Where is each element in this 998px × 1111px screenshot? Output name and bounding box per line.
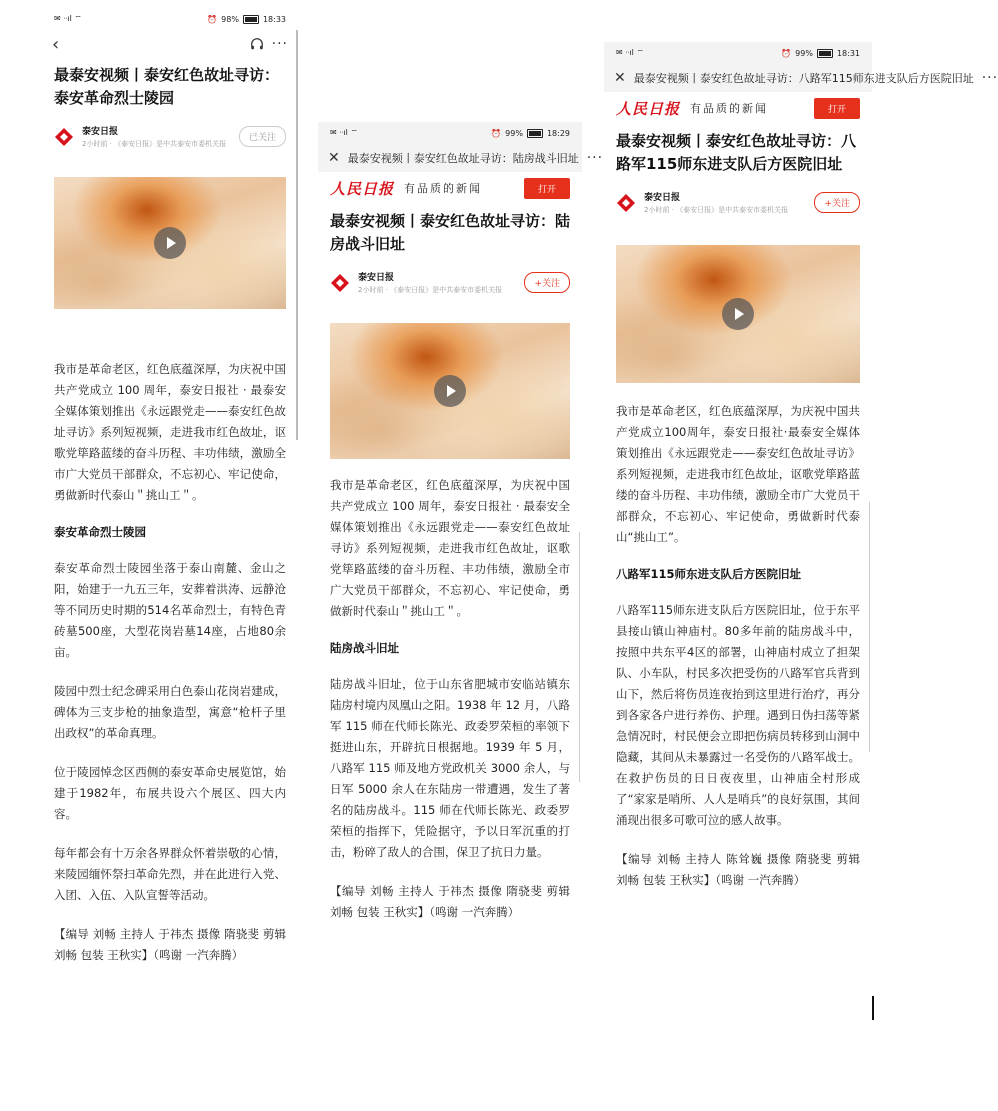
credits: 【编导 刘畅 主持人 于祎杰 摄像 隋骁斐 剪辑 刘畅 包装 王秋实】（鸣谢 一汽奔腾） <box>54 927 286 962</box>
paragraph-3: 位于陵园悼念区西侧的泰安革命史展览馆，始建于1982年，布展共设六个展区、四大内容。 <box>54 765 286 821</box>
play-icon[interactable] <box>722 298 754 330</box>
play-icon[interactable] <box>154 227 186 259</box>
section-heading: 陆房战斗旧址 <box>330 641 399 655</box>
brand-bar <box>604 92 872 124</box>
status-right <box>491 129 570 138</box>
intro-paragraph: 我市是革命老区，红色底蕴深厚，为庆祝中国共产党成立100周年，泰安日报社·最泰安全媒体策划推出《永远跟党走——泰安红色故址寻访》系列短视频，走进我市红色故址，讴歌党筚路蓝缕的奋斗历程、丰功伟绩，激励全市广大党员干部群众，不忘初心、牢记使命，勇做新时代泰山“挑山工”。 <box>616 404 860 544</box>
paragraph-4: 每年都会有十万余各界群众怀着崇敬的心情，来陵园缅怀祭扫革命先烈，并在此进行入党、入团、入伍、入队宣誓等活动。 <box>54 846 286 902</box>
battery-percent: 99% <box>795 48 813 58</box>
status-right <box>781 49 860 58</box>
open-app-button[interactable]: 打开 <box>814 98 860 119</box>
open-app-button[interactable]: 打开 <box>524 178 570 199</box>
video-player[interactable] <box>616 245 860 383</box>
article-title: 最泰安视频丨泰安红色故址寻访：泰安革命烈士陵园 <box>54 66 280 107</box>
brand-slogan: 有品质的新闻 <box>404 182 483 195</box>
source-row <box>616 190 860 215</box>
status-time: 18:33 <box>262 14 286 24</box>
battery-icon <box>527 129 543 138</box>
brand-slogan: 有品质的新闻 <box>690 102 769 115</box>
alarm-icon: ⏰ <box>207 14 218 24</box>
screenshot-2 <box>318 122 604 1042</box>
paragraph-2: 陵园中烈士纪念碑采用白色泰山花岗岩建成，碑体为三支步枪的抽象造型，寓意“枪杆子里出政权”的革命真理。 <box>54 684 286 740</box>
play-icon[interactable] <box>434 375 466 407</box>
status-time: 18:29 <box>546 128 570 138</box>
source-logo-icon[interactable] <box>616 193 636 213</box>
alarm-icon: ⏰ <box>781 48 792 58</box>
source-logo-icon[interactable] <box>54 127 74 147</box>
status-bar <box>42 8 298 30</box>
source-logo-icon[interactable] <box>330 273 350 293</box>
scrollbar[interactable] <box>296 30 298 440</box>
more-icon[interactable]: ··· <box>271 36 288 52</box>
screenshot-3 <box>604 42 998 1042</box>
source-meta: 2小时前 · 《泰安日报》是中共泰安市委机关报 <box>358 286 503 294</box>
navigation-bar <box>604 64 998 92</box>
signal-indicators: ✉ ᐧᐧıl ⌔ <box>616 48 644 57</box>
source-row <box>54 124 286 149</box>
brand-bar <box>318 172 582 204</box>
section-heading: 八路军115师东进支队后方医院旧址 <box>616 567 802 581</box>
nav-title: 最泰安视频丨泰安红色故址寻访：陆房战斗旧址 <box>347 152 579 165</box>
battery-percent: 98% <box>221 14 239 24</box>
section-heading: 泰安革命烈士陵园 <box>54 525 146 539</box>
source-name[interactable]: 泰安日报 <box>82 127 119 137</box>
close-icon[interactable]: ✕ <box>614 70 626 86</box>
brand-logo: 人民日报 <box>616 99 681 118</box>
battery-icon <box>817 49 833 58</box>
article-title: 最泰安视频丨泰安红色故址寻访：陆房战斗旧址 <box>330 212 571 253</box>
follow-button[interactable]: +关注 <box>524 272 570 293</box>
intro-paragraph: 我市是革命老区，红色底蕴深厚，为庆祝中国共产党成立 100 周年，泰安日报社 · 最泰安全媒体策划推出《永远跟党走——泰安红色故址寻访》系列短视频，走进我市红色故址，讴歌党筚路蓝缕的奋斗历程、丰功伟绩，激励全市广大党员干部群众，不忘初心、牢记使命，勇做新时代泰山＂挑山工＂。 <box>54 362 286 502</box>
paragraph-1: 八路军115师东进支队后方医院旧址，位于东平县接山镇山神庙村。80多年前的陆房战斗中，按照中共东平4区的部署，山神庙村成立了担架队、小车队，村民多次把受伤的八路军官兵背到山下，然后将伤员连夜抬到这里进行治疗，再分到各家各户进行养伤、护理。遇到日伪扫荡等紧急情况时，村民便会立即把伤病员转移到山洞中隐藏，其间从未暴露过一名受伤的八路军战士。在救护伤员的日日夜夜里，山神庙全村形成了“家家是哨所、人人是哨兵”的良好氛围，其间涌现出很多可歌可泣的感人故事。 <box>616 603 860 827</box>
status-right <box>207 15 286 24</box>
back-icon[interactable]: ‹ <box>52 33 60 55</box>
credits: 【编导 刘畅 主持人 于祎杰 摄像 隋骁斐 剪辑 刘畅 包装 王秋实】（鸣谢 一汽奔腾） <box>330 884 570 919</box>
navigation-bar <box>318 144 604 172</box>
signal-indicators: ✉ ᐧᐧıl ⌔ <box>330 128 358 137</box>
status-bar <box>604 42 872 64</box>
paragraph-1: 泰安革命烈士陵园坐落于泰山南麓、金山之阳，始建于一九五三年，安葬着洪涛、远静沧等不同历史时期的514名革命烈士，有特色青砖墓500座，大型花岗岩墓14座，占地80余亩。 <box>54 561 286 659</box>
more-icon[interactable]: ··· <box>981 70 998 86</box>
source-name[interactable]: 泰安日报 <box>358 273 395 283</box>
text-cursor <box>872 996 874 1020</box>
follow-button[interactable]: +关注 <box>814 192 860 213</box>
video-player[interactable] <box>54 177 286 309</box>
source-name[interactable]: 泰安日报 <box>644 193 681 203</box>
article-title: 最泰安视频丨泰安红色故址寻访：八路军115师东进支队后方医院旧址 <box>616 132 857 173</box>
source-meta: 2小时前 · 《泰安日报》是中共泰安市委机关报 <box>644 206 789 214</box>
intro-paragraph: 我市是革命老区，红色底蕴深厚，为庆祝中国共产党成立 100 周年，泰安日报社 · 最泰安全媒体策划推出《永远跟党走——泰安红色故址寻访》系列短视频，走进我市红色故址，讴歌党筚路蓝缕的奋斗历程、丰功伟绩，激励全市广大党员干部群众，不忘初心、牢记使命，勇做新时代泰山＂挑山工＂。 <box>330 478 570 618</box>
video-player[interactable] <box>330 323 570 459</box>
paragraph-1: 陆房战斗旧址，位于山东省肥城市安临站镇东陆房村境内凤凰山之阳。1938 年 12 月，八路军 115 师在代师长陈光、政委罗荣桓的率领下挺进山东，开辟抗日根据地。1939 年 5 月，八路军 115 师及地方党政机关 3000 余人，与日军 5000 余人在东陆房一带遭遇，发生了著名的陆房战斗。115 师在代师长陈光、政委罗荣桓的指挥下，凭险据守，予以日军沉重的打击，粉碎了敌人的合围，保卫了抗日力量。 <box>330 677 570 859</box>
source-row <box>330 270 570 295</box>
screenshot-1 <box>42 8 298 1048</box>
status-bar <box>318 122 582 144</box>
alarm-icon: ⏰ <box>491 128 502 138</box>
more-icon[interactable]: ··· <box>586 150 604 166</box>
source-meta: 2小时前 · 《泰安日报》是中共泰安市委机关报 <box>82 140 227 148</box>
battery-icon <box>243 15 259 24</box>
nav-title: 最泰安视频丨泰安红色故址寻访：八路军115师东进支队后方医院旧址 <box>633 72 974 85</box>
credits: 【编导 刘畅 主持人 陈耸巍 摄像 隋骁斐 剪辑 刘畅 包装 王秋实】（鸣谢 一汽奔腾） <box>616 852 860 887</box>
battery-percent: 99% <box>505 128 523 138</box>
brand-logo: 人民日报 <box>330 179 395 198</box>
signal-indicators: ✉ ᐧᐧıl ⌔ <box>54 14 82 23</box>
headphone-icon[interactable] <box>250 37 264 51</box>
close-icon[interactable]: ✕ <box>328 150 340 166</box>
followed-button[interactable]: 已关注 <box>239 126 286 147</box>
status-time: 18:31 <box>836 48 860 58</box>
scrollbar[interactable] <box>869 502 870 752</box>
navigation-bar <box>42 30 298 58</box>
scrollbar[interactable] <box>579 532 580 782</box>
